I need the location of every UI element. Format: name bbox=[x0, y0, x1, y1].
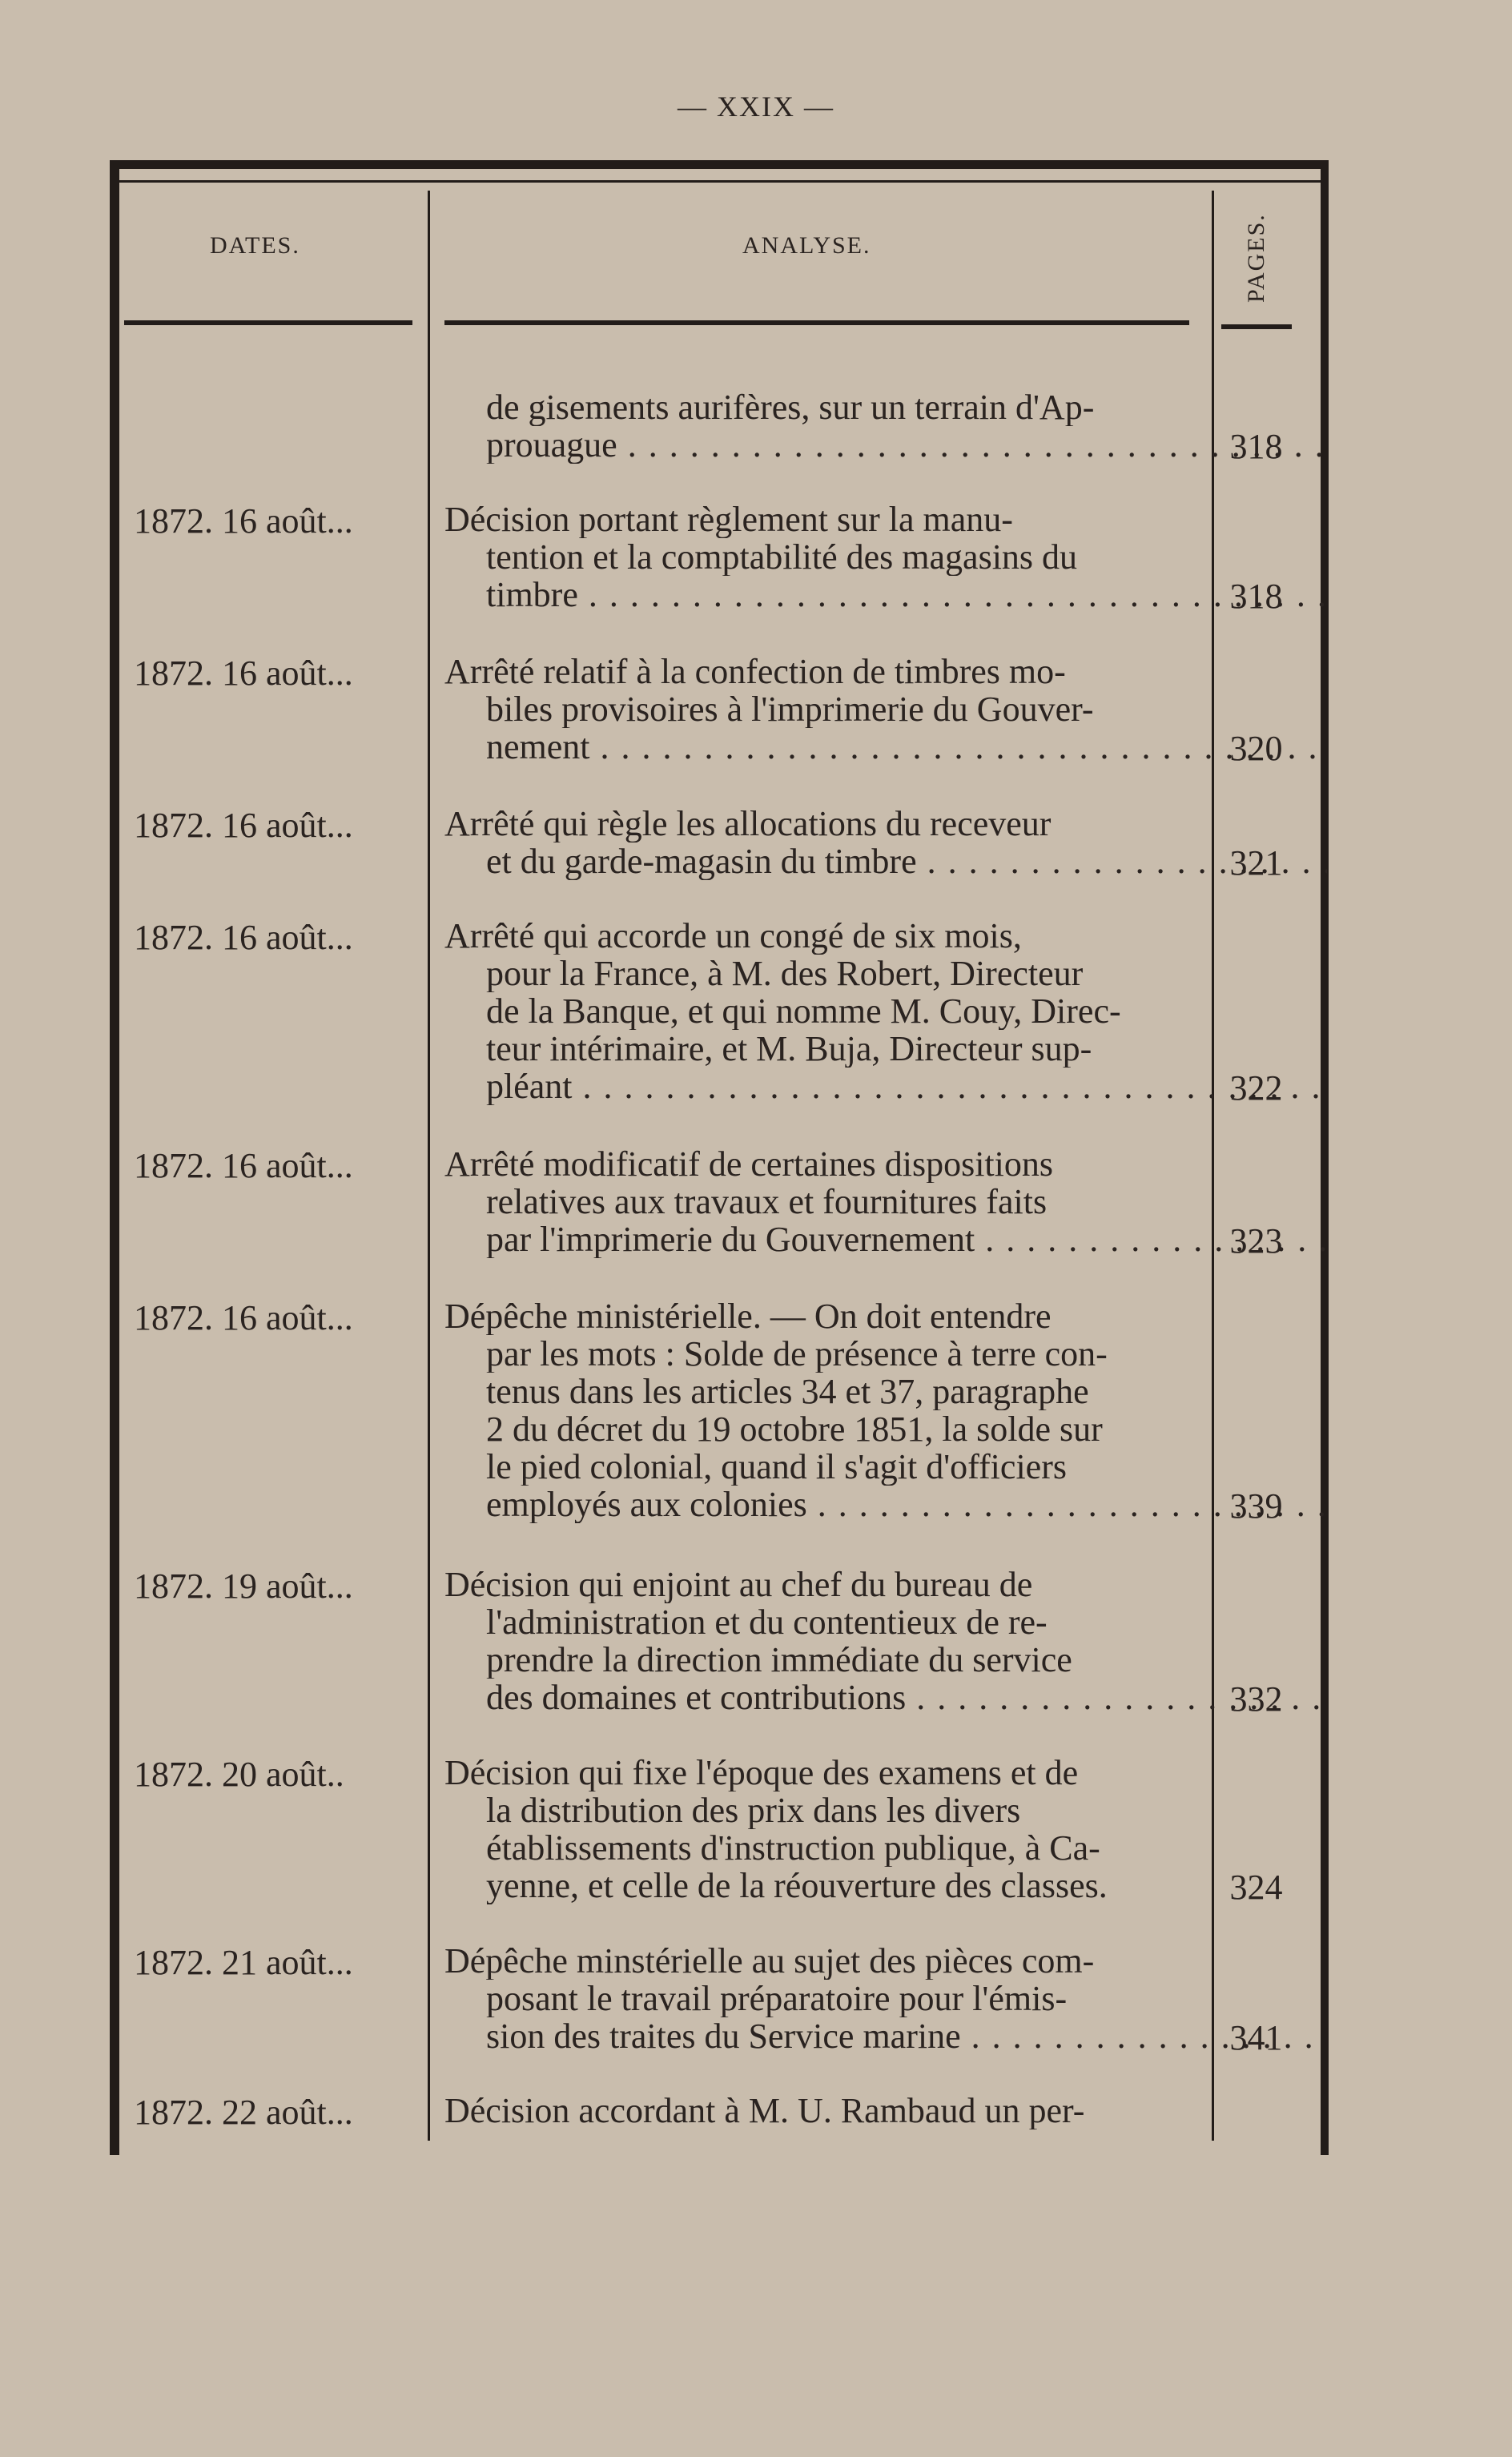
entry-date: 1872. 16 août... bbox=[134, 806, 353, 845]
analysis-line: prendre la direction immédiate du service bbox=[486, 1641, 1072, 1679]
analysis-line: pléant . . . bbox=[444, 1068, 1327, 1105]
analysis-line: yenne, et celle de la réouverture des classes. bbox=[486, 1867, 1108, 1904]
analysis-line: Arrêté qui règle les allocations du receveur bbox=[444, 805, 1052, 842]
analysis-column-header: ANALYSE. bbox=[742, 232, 871, 259]
analysis-line: Arrêté qui accorde un congé de six mois, bbox=[444, 917, 1022, 955]
entry-page-number: 323 bbox=[1229, 1221, 1283, 1261]
analysis-line: Décision portant règlement sur la manu- bbox=[444, 501, 1013, 538]
analysis-line: la distribution des prix dans les divers bbox=[486, 1791, 1021, 1829]
analysis-line: biles provisoires à l'imprimerie du Gouver- bbox=[486, 690, 1094, 728]
analysis-line: et du garde-magasin du timbre . . . bbox=[444, 842, 1327, 880]
entry-date: 1872. 16 août... bbox=[134, 653, 353, 693]
analysis-line: Dépêche ministérielle. — On doit entendre bbox=[444, 1297, 1052, 1335]
analysis-line: tention et la comptabilité des magasins du bbox=[486, 538, 1078, 576]
analysis-line: des domaines et contributions . . . bbox=[444, 1679, 1327, 1716]
entry-page-number: 318 bbox=[1229, 577, 1283, 616]
top-rule bbox=[110, 180, 1327, 183]
analysis-line: de gisements aurifères, sur un terrain d'Ap- bbox=[486, 388, 1095, 426]
analysis-line: posant le travail préparatoire pour l'émis- bbox=[486, 1980, 1068, 2017]
entry-analysis bbox=[444, 1297, 1327, 1523]
analysis-line: employés aux colonies . . . bbox=[444, 1486, 1327, 1523]
analysis-line: Dépêche minstérielle au sujet des pièces com- bbox=[444, 1942, 1095, 1980]
dates-header-rule bbox=[124, 320, 412, 325]
entry-analysis bbox=[444, 1566, 1327, 1716]
analysis-line: pour la France, à M. des Robert, Directeur bbox=[486, 955, 1084, 992]
analysis-line: de la Banque, et qui nomme M. Couy, Direc- bbox=[486, 992, 1121, 1030]
analysis-line: timbre . . . bbox=[444, 576, 1327, 613]
entry-analysis bbox=[444, 1754, 1327, 1904]
entry-analysis bbox=[444, 653, 1327, 766]
entry-page-number: 341 bbox=[1229, 2018, 1283, 2057]
entry-page-number: 320 bbox=[1229, 729, 1283, 768]
page-header: — XXIX — bbox=[678, 90, 834, 123]
analysis-line: Arrêté modificatif de certaines dispositions bbox=[444, 1145, 1053, 1183]
analysis-line: Décision qui fixe l'époque des examens et de bbox=[444, 1754, 1079, 1791]
pages-header-rule bbox=[1221, 324, 1292, 329]
analysis-line: le pied colonial, quand il s'agit d'officiers bbox=[486, 1448, 1067, 1486]
analysis-line: Décision accordant à M. U. Rambaud un per- bbox=[444, 2092, 1085, 2129]
entry-page-number: 324 bbox=[1229, 1868, 1283, 1907]
entry-date: 1872. 16 août... bbox=[134, 1298, 353, 1337]
entry-page-number: 318 bbox=[1229, 427, 1283, 466]
entry-date: 1872. 19 août... bbox=[134, 1566, 353, 1606]
dates-column-divider bbox=[428, 191, 430, 2141]
analysis-line: prouague . . . bbox=[444, 426, 1327, 464]
entry-page-number: 332 bbox=[1229, 1679, 1283, 1719]
analysis-line: 2 du décret du 19 octobre 1851, la solde sur bbox=[486, 1410, 1103, 1448]
analysis-header-rule bbox=[444, 320, 1189, 325]
pages-column-header: PAGES. bbox=[1243, 213, 1269, 303]
analysis-line: tenus dans les articles 34 et 37, paragraphe bbox=[486, 1373, 1089, 1410]
analysis-line: l'administration et du contentieux de re- bbox=[486, 1603, 1048, 1641]
entry-date: 1872. 16 août... bbox=[134, 918, 353, 957]
entry-date: 1872. 20 août.. bbox=[134, 1755, 344, 1794]
entry-analysis bbox=[444, 917, 1327, 1105]
entry-analysis bbox=[444, 805, 1327, 880]
entry-date: 1872. 21 août... bbox=[134, 1943, 353, 1982]
analysis-line: par les mots : Solde de présence à terre con- bbox=[486, 1335, 1108, 1373]
entry-date: 1872. 16 août... bbox=[134, 1146, 353, 1185]
entry-analysis bbox=[444, 1942, 1327, 2055]
analysis-line: teur intérimaire, et M. Buja, Directeur sup- bbox=[486, 1030, 1092, 1068]
analysis-line: Arrêté relatif à la confection de timbres mo- bbox=[444, 653, 1066, 690]
entry-date: 1872. 22 août... bbox=[134, 2093, 353, 2132]
analysis-line: nement . . . bbox=[444, 728, 1327, 766]
entry-analysis bbox=[444, 1145, 1327, 1258]
entry-date: 1872. 16 août... bbox=[134, 501, 353, 541]
analysis-line: Décision qui enjoint au chef du bureau de bbox=[444, 1566, 1033, 1603]
entry-page-number: 322 bbox=[1229, 1068, 1283, 1108]
entry-page-number: 339 bbox=[1229, 1486, 1283, 1526]
entry-analysis bbox=[444, 501, 1327, 613]
analysis-line: établissements d'instruction publique, à Ca- bbox=[486, 1829, 1100, 1867]
entry-page-number: 321 bbox=[1229, 843, 1283, 883]
analysis-line: sion des traites du Service marine . . . bbox=[444, 2017, 1327, 2055]
analysis-line: relatives aux travaux et fournitures faits bbox=[486, 1183, 1048, 1220]
entry-analysis bbox=[444, 388, 1327, 464]
analysis-line: par l'imprimerie du Gouvernement . . . bbox=[444, 1220, 1327, 1258]
dates-column-header: DATES. bbox=[210, 232, 300, 259]
entry-analysis bbox=[444, 2092, 1327, 2129]
